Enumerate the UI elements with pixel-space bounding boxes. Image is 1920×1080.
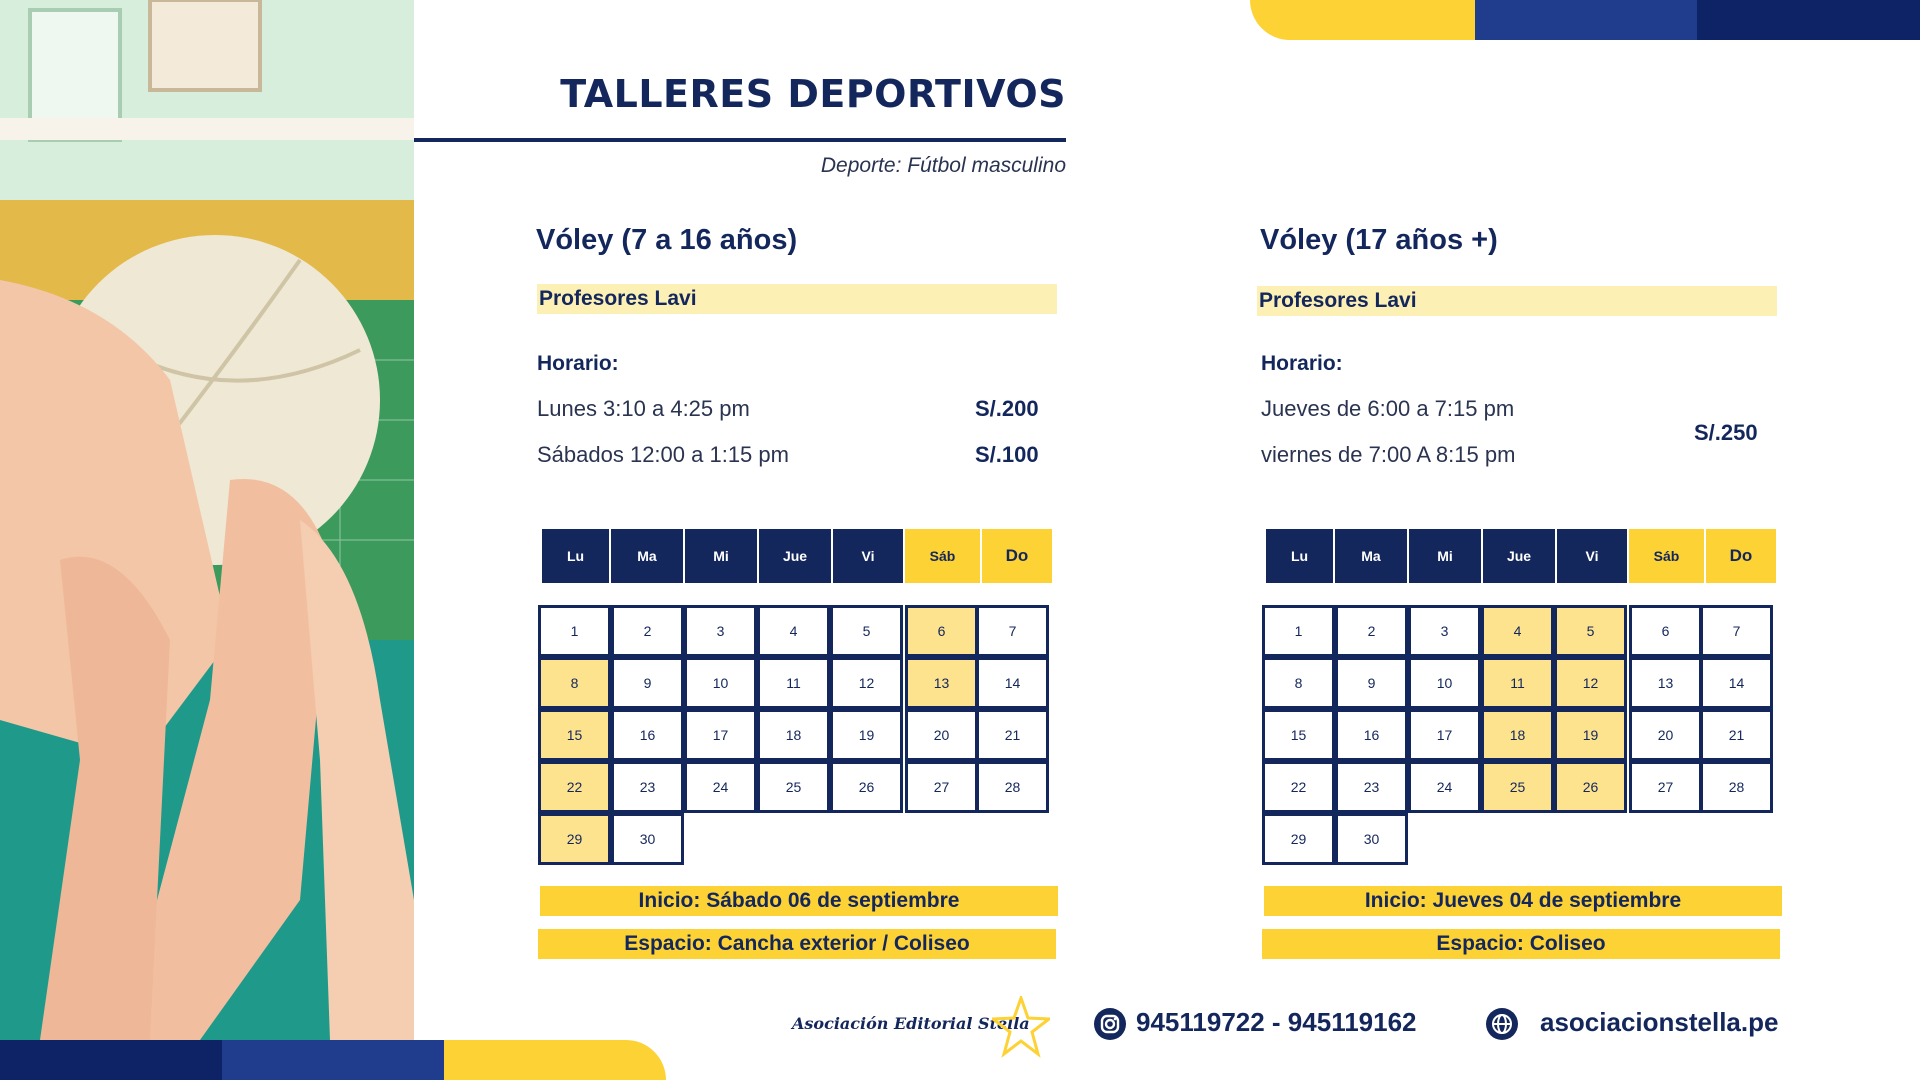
bottom-navy-bar <box>0 1040 222 1080</box>
calendar-day: 13 <box>1629 657 1702 709</box>
right-workshop <box>1260 0 1790 1080</box>
calendar-day: 20 <box>905 709 978 761</box>
calendar-day: 22 <box>1262 761 1335 813</box>
weekday-label: Do <box>982 529 1052 583</box>
calendar-day: 10 <box>684 657 757 709</box>
calendar-day: 7 <box>976 605 1049 657</box>
weekday-label: Do <box>1706 529 1776 583</box>
star-logo-icon <box>992 996 1050 1058</box>
calendar-day: 23 <box>611 761 684 813</box>
brand-name: Asociación Editorial Stella <box>792 1014 1030 1033</box>
calendar-day: 1 <box>538 605 611 657</box>
weekday-header <box>1266 529 1776 583</box>
calendar-day: 28 <box>1700 761 1773 813</box>
calendar-day: 23 <box>1335 761 1408 813</box>
calendar-day: 20 <box>1629 709 1702 761</box>
calendar-day: 11 <box>1481 657 1554 709</box>
calendar-day: 14 <box>976 657 1049 709</box>
calendar-day: 2 <box>611 605 684 657</box>
calendar-day: 12 <box>830 657 903 709</box>
horario-label: Horario: <box>537 352 619 375</box>
calendar-day: 19 <box>1554 709 1627 761</box>
calendar-day: 26 <box>1554 761 1627 813</box>
schedule-line: Jueves de 6:00 a 7:15 pm <box>1261 396 1515 421</box>
calendar-day: 17 <box>684 709 757 761</box>
calendar-day: 11 <box>757 657 830 709</box>
calendar-day: 28 <box>976 761 1049 813</box>
calendar-day: 9 <box>1335 657 1408 709</box>
schedule-line: Lunes 3:10 a 4:25 pm <box>537 396 750 421</box>
weekday-label: Jue <box>759 529 831 583</box>
calendar-day: 24 <box>1408 761 1481 813</box>
horario-label: Horario: <box>1261 352 1343 375</box>
calendar-day: 4 <box>757 605 830 657</box>
schedule-line: Sábados 12:00 a 1:15 pm <box>537 442 789 467</box>
calendar-day: 8 <box>538 657 611 709</box>
calendar-day: 29 <box>1262 813 1335 865</box>
weekday-label: Mi <box>1409 529 1481 583</box>
weekday-label: Mi <box>685 529 757 583</box>
calendar-day: 19 <box>830 709 903 761</box>
left-workshop <box>536 0 1066 1080</box>
calendar-day: 10 <box>1408 657 1481 709</box>
calendar-day: 5 <box>1554 605 1627 657</box>
calendar-day: 21 <box>976 709 1049 761</box>
schedule-line: viernes de 7:00 A 8:15 pm <box>1261 442 1516 467</box>
weekday-header <box>542 529 1052 583</box>
calendar-day: 15 <box>1262 709 1335 761</box>
volleyball-photo <box>0 0 414 1040</box>
calendar-day: 22 <box>538 761 611 813</box>
volleyball-illustration <box>0 0 414 1040</box>
calendar-day: 27 <box>905 761 978 813</box>
calendar-day: 7 <box>1700 605 1773 657</box>
weekday-label: Sáb <box>905 529 980 583</box>
weekday-label: Ma <box>611 529 683 583</box>
calendar-day: 4 <box>1481 605 1554 657</box>
calendar-day: 14 <box>1700 657 1773 709</box>
calendar-day: 3 <box>684 605 757 657</box>
phone-numbers: 945119722 - 945119162 <box>1136 1007 1417 1037</box>
page-subtitle: Deporte: Fútbol masculino <box>820 154 1066 177</box>
weekday-label: Ma <box>1335 529 1407 583</box>
calendar-day: 8 <box>1262 657 1335 709</box>
weekday-label: Vi <box>1557 529 1627 583</box>
calendar-day: 1 <box>1262 605 1335 657</box>
schedule-price: S/.200 <box>975 396 1039 421</box>
schedule-price: S/.250 <box>1694 420 1758 445</box>
calendar-day: 12 <box>1554 657 1627 709</box>
weekday-label: Jue <box>1483 529 1555 583</box>
calendar-day: 24 <box>684 761 757 813</box>
calendar-day: 6 <box>1629 605 1702 657</box>
calendar-day: 29 <box>538 813 611 865</box>
calendar-day: 3 <box>1408 605 1481 657</box>
weekday-label: Lu <box>1266 529 1333 583</box>
globe-icon <box>1486 1008 1518 1040</box>
calendar-day: 18 <box>757 709 830 761</box>
calendar-day: 25 <box>757 761 830 813</box>
calendar-day: 17 <box>1408 709 1481 761</box>
calendar-day: 25 <box>1481 761 1554 813</box>
calendar-day: 26 <box>830 761 903 813</box>
calendar-day: 16 <box>611 709 684 761</box>
schedule-price: S/.100 <box>975 442 1039 467</box>
instagram-icon <box>1094 1008 1126 1040</box>
calendar-day: 30 <box>611 813 684 865</box>
start-date-banner: Inicio: Sábado 06 de septiembre <box>540 886 1058 916</box>
calendar-day: 18 <box>1481 709 1554 761</box>
calendar-day: 21 <box>1700 709 1773 761</box>
teacher-label: Profesores Lavi <box>1257 286 1777 316</box>
calendar-day: 2 <box>1335 605 1408 657</box>
page-title: TALLERES DEPORTIVOS <box>560 72 1066 116</box>
calendar-day: 16 <box>1335 709 1408 761</box>
workshop-title: Vóley (7 a 16 años) <box>536 224 798 256</box>
calendar-day: 15 <box>538 709 611 761</box>
calendar-day: 27 <box>1629 761 1702 813</box>
weekday-label: Lu <box>542 529 609 583</box>
venue-banner: Espacio: Coliseo <box>1262 929 1780 959</box>
calendar-day: 30 <box>1335 813 1408 865</box>
workshop-title: Vóley (17 años +) <box>1260 224 1498 256</box>
calendar-day: 5 <box>830 605 903 657</box>
bottom-blue-bar <box>222 1040 444 1080</box>
calendar-day: 6 <box>905 605 978 657</box>
venue-banner: Espacio: Cancha exterior / Coliseo <box>538 929 1056 959</box>
teacher-label: Profesores Lavi <box>537 284 1057 314</box>
weekday-label: Sáb <box>1629 529 1704 583</box>
weekday-label: Vi <box>833 529 903 583</box>
calendar-day: 13 <box>905 657 978 709</box>
start-date-banner: Inicio: Jueves 04 de septiembre <box>1264 886 1782 916</box>
calendar-day: 9 <box>611 657 684 709</box>
website-link[interactable]: asociacionstella.pe <box>1540 1007 1779 1037</box>
